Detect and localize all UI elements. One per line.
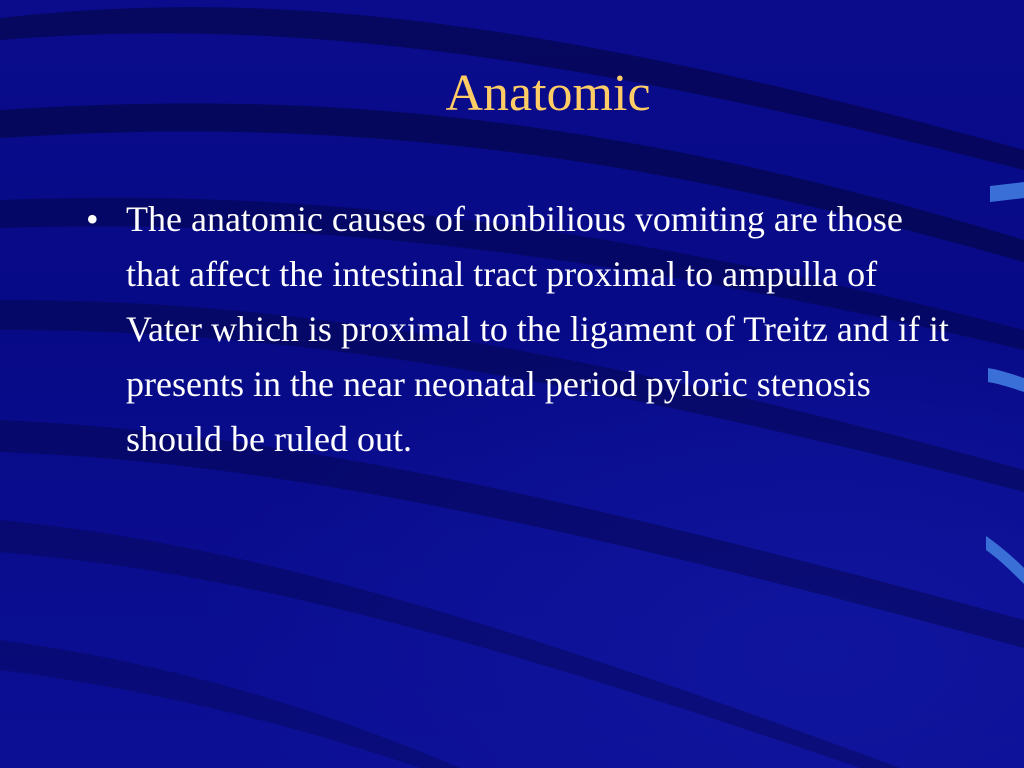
- bullet-text: The anatomic causes of nonbilious vomiting are those that affect the intestinal tract proximal to ampulla of Vater which is proximal to the ligament of Treitz and if it presents in the near neonatal period pyloric stenosis should be ruled out.: [126, 199, 949, 459]
- bullet-icon: •: [86, 199, 99, 239]
- accent-bar-3: [986, 536, 1024, 584]
- accent-bar-1: [990, 182, 1024, 202]
- accent-bar-2: [988, 368, 1024, 392]
- bullet-item: [80, 192, 960, 467]
- slide-title: Anatomic: [445, 65, 651, 122]
- bullet-list: [80, 192, 960, 467]
